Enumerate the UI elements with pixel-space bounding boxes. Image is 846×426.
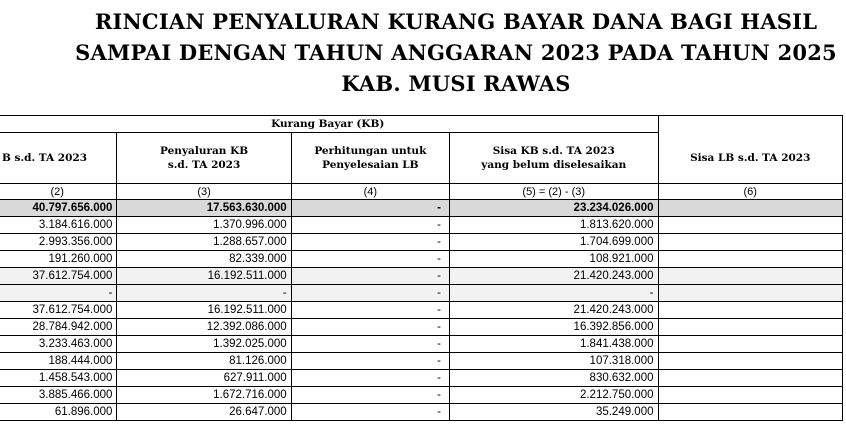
table-cell-col6	[658, 404, 843, 421]
table-cell-col3: 12.392.086.000	[117, 319, 291, 336]
table-cell-col2: 191.260.000	[0, 251, 117, 268]
table-row	[0, 302, 843, 319]
table-cell-col6	[658, 234, 843, 251]
group-header-kurang-bayar: Kurang Bayar (KB)	[0, 116, 658, 133]
table-row	[0, 319, 843, 336]
table-cell-col3: 1.392.025.000	[117, 336, 291, 353]
table-cell-col4: -	[291, 319, 449, 336]
table-cell-col2: 3.233.463.000	[0, 336, 117, 353]
col-number-4: (4)	[291, 184, 449, 200]
table-body	[0, 200, 843, 421]
table-cell-col6	[658, 302, 843, 319]
table-cell-col6	[658, 353, 843, 370]
table-cell-col3: 82.339.000	[117, 251, 291, 268]
table-cell-col2: 37.612.754.000	[0, 302, 117, 319]
table-cell-col6	[658, 251, 843, 268]
table-cell-col5: 830.632.000	[449, 370, 658, 387]
table-cell-col5: 1.704.699.000	[449, 234, 658, 251]
group-header-blank	[658, 116, 843, 133]
table-row-total	[0, 200, 843, 217]
table-cell-col3: 26.647.000	[117, 404, 291, 421]
table-cell-col2: 37.612.754.000	[0, 268, 117, 285]
table-cell-col5: 1.841.438.000	[449, 336, 658, 353]
group-header-row	[0, 116, 843, 133]
table-cell-col5: 21.420.243.000	[449, 268, 658, 285]
title-line-1: RINCIAN PENYALURAN KURANG BAYAR DANA BAGI HASIL	[94, 9, 818, 34]
table-row	[0, 404, 843, 421]
table-cell-col4: -	[291, 234, 449, 251]
table-cell-col5: 1.813.620.000	[449, 217, 658, 234]
header-sisa-kb-l1: Sisa KB s.d. TA 2023	[492, 145, 615, 157]
table-cell-col5: 107.318.000	[449, 353, 658, 370]
column-header-row	[0, 133, 843, 184]
table-row	[0, 234, 843, 251]
table-cell-col4: -	[291, 217, 449, 234]
table-row	[0, 217, 843, 234]
table-cell-col2: 3.885.466.000	[0, 387, 117, 404]
table-row	[0, 370, 843, 387]
table-cell-col5: 2.212.750.000	[449, 387, 658, 404]
table-cell-col4: -	[291, 285, 449, 302]
col-number-5: (5) = (2) - (3)	[449, 184, 658, 200]
col-number-2: (2)	[0, 184, 117, 200]
column-number-row	[0, 184, 843, 200]
document-title	[0, 6, 846, 99]
header-penyaluran-kb-l1: Penyaluran KB	[160, 145, 249, 157]
table-cell-col4: -	[291, 370, 449, 387]
table-row	[0, 336, 843, 353]
col-number-6: (6)	[658, 184, 843, 200]
table-cell-col2: 1.458.543.000	[0, 370, 117, 387]
header-sisa-kb-l2: yang belum diselesaikan	[481, 159, 627, 171]
table-cell-col5: 23.234.026.000	[449, 200, 658, 217]
col-number-3: (3)	[117, 184, 291, 200]
header-kb-total: B s.d. TA 2023	[0, 133, 117, 184]
table-cell-col3: 1.288.657.000	[117, 234, 291, 251]
table-row	[0, 285, 843, 302]
kurang-bayar-table	[0, 115, 843, 421]
table-cell-col6	[658, 319, 843, 336]
table-cell-col2: -	[0, 285, 117, 302]
table-cell-col4: -	[291, 268, 449, 285]
table-cell-col3: 627.911.000	[117, 370, 291, 387]
header-perhitungan-lb-l2: Penyelesaian LB	[322, 159, 419, 171]
table-cell-col2: 2.993.356.000	[0, 234, 117, 251]
table-cell-col2: 61.896.000	[0, 404, 117, 421]
table-cell-col6	[658, 370, 843, 387]
table-cell-col3: 16.192.511.000	[117, 268, 291, 285]
table-cell-col3: 81.126.000	[117, 353, 291, 370]
table-cell-col3: 1.370.996.000	[117, 217, 291, 234]
table-cell-col4: -	[291, 251, 449, 268]
table-cell-col5: 16.392.856.000	[449, 319, 658, 336]
table-cell-col3: 1.672.716.000	[117, 387, 291, 404]
table-cell-col6	[658, 285, 843, 302]
table-cell-col6	[658, 217, 843, 234]
table-cell-col4: -	[291, 200, 449, 217]
table-cell-col4: -	[291, 353, 449, 370]
table-cell-col5: 108.921.000	[449, 251, 658, 268]
header-sisa-kb	[449, 133, 658, 184]
table-row	[0, 251, 843, 268]
header-sisa-lb: Sisa LB s.d. TA 2023	[658, 133, 843, 184]
table-row	[0, 387, 843, 404]
table-cell-col4: -	[291, 404, 449, 421]
table-cell-col5: 21.420.243.000	[449, 302, 658, 319]
table-cell-col3: 17.563.630.000	[117, 200, 291, 217]
table-cell-col5: 35.249.000	[449, 404, 658, 421]
table-cell-col4: -	[291, 336, 449, 353]
table-cell-col4: -	[291, 387, 449, 404]
header-perhitungan-lb-l1: Perhitungan untuk	[314, 145, 427, 157]
table-row	[0, 353, 843, 370]
header-penyaluran-kb-l2: s.d. TA 2023	[167, 159, 241, 171]
table-cell-col2: 40.797.656.000	[0, 200, 117, 217]
table-cell-col6	[658, 387, 843, 404]
table-cell-col4: -	[291, 302, 449, 319]
header-perhitungan-lb	[291, 133, 449, 184]
title-line-3: KAB. MUSI RAWAS	[341, 71, 571, 96]
table-cell-col3: -	[117, 285, 291, 302]
table-row	[0, 268, 843, 285]
table-cell-col2: 3.184.616.000	[0, 217, 117, 234]
table-cell-col6	[658, 200, 843, 217]
table-cell-col6	[658, 336, 843, 353]
table-cell-col5: -	[449, 285, 658, 302]
table-cell-col3: 16.192.511.000	[117, 302, 291, 319]
table-cell-col2: 28.784.942.000	[0, 319, 117, 336]
table-cell-col2: 188.444.000	[0, 353, 117, 370]
title-line-2: SAMPAI DENGAN TAHUN ANGGARAN 2023 PADA TAHUN 2025	[75, 40, 837, 65]
table-cell-col6	[658, 268, 843, 285]
header-penyaluran-kb	[117, 133, 291, 184]
